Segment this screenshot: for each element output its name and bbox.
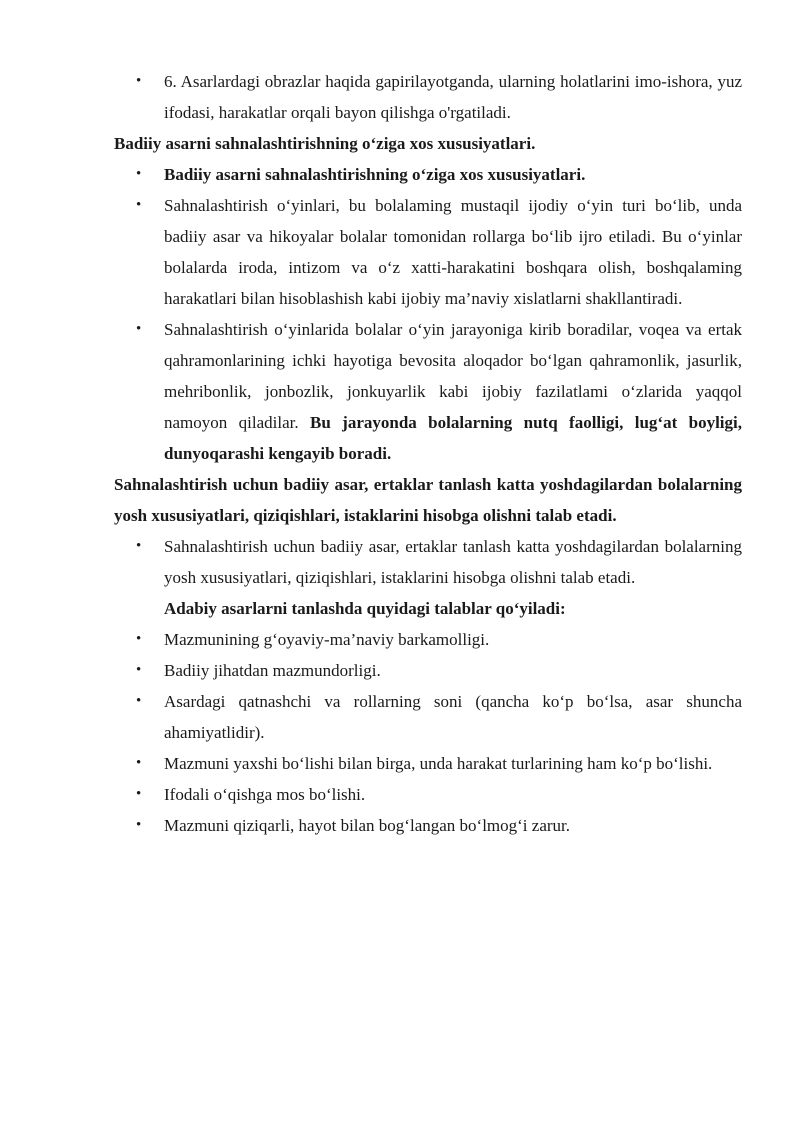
- list-item: • Asardagi qatnashchi va rollarning soni (qancha ko‘p bo‘lsa, asar shuncha ahamiyatlidir).: [114, 686, 742, 748]
- list-item: • Ifodali o‘qishga mos bo‘lishi.: [114, 779, 742, 810]
- list-item: • Mazmunining g‘oyaviy-ma’naviy barkamolligi.: [114, 624, 742, 655]
- bold-text: Badiiy asarni sahnalashtirishning o‘ziga xos xususiyatlari.: [164, 165, 586, 184]
- list-item: • Badiiy jihatdan mazmundorligi.: [114, 655, 742, 686]
- list-item: [114, 159, 742, 190]
- bullet-list-4: [114, 624, 742, 841]
- bold-text: Bu jarayonda bolalarning nutq faolligi, lug‘at boyligi, dunyoqarashi kengayib boradi.: [164, 413, 742, 463]
- bullet-list-2: [114, 159, 742, 469]
- list-item: • Mazmuni qiziqarli, hayot bilan bog‘langan bo‘lmog‘i zarur.: [114, 810, 742, 841]
- list-item: • 6. Asarlardagi obrazlar haqida gapirilayotganda, ularning holatlarini imo-ishora, yuz ifodasi, harakatlar orqali bayon qilishga o'rgatiladi.: [114, 66, 742, 128]
- list-item: • Sahnalashtirish o‘yinlari, bu bolalaming mustaqil ijodiy o‘yin turi bo‘lib, unda badiiy asar va hikoyalar bolalar tomonidan rollarga bo‘lib ijro etiladi. Bu o‘yinlar bolalarda iroda, intizom va o‘z xatti-harakatini boshqara olish, boshqalaming harakatlari bilan hisoblashish kabi ijobiy ma’naviy xislatlarni shakllantiradi.: [114, 190, 742, 314]
- bullet-list-3: [114, 531, 742, 593]
- paragraph-text: Sahnalashtirish o‘yinlarida bolalar o‘yin jarayoniga kirib boradilar, voqea va ertak qahramonlarining ichki hayotiga bevosita aloqador bo‘lgan qahramonlik, jasurlik, mehribonlik, jonbozlik, jonkuyarlik kabi ijobiy fazilatlami o‘zlarida yaqqol namoyon qiladilar.: [164, 320, 742, 432]
- list-item: • Mazmuni yaxshi bo‘lishi bilan birga, unda harakat turlarining ham ko‘p bo‘lishi.: [114, 748, 742, 779]
- section-heading: Sahnalashtirish uchun badiiy asar, ertaklar tanlash katta yoshdagilardan bolalarning yosh xususiyatlari, qiziqishlari, istaklarini hisobga olishni talab etadi.: [114, 475, 742, 525]
- list-item: • Sahnalashtirish uchun badiiy asar, ertaklar tanlash katta yoshdagilardan bolalarning yosh xususiyatlari, qiziqishlari, istaklarini hisobga olishni talab etadi.: [114, 531, 742, 593]
- subsection-heading: Adabiy asarlarni tanlashda quyidagi talablar qo‘yiladi:: [164, 599, 566, 618]
- list-item: [114, 314, 742, 469]
- bullet-list-1: [114, 66, 742, 128]
- section-heading: Badiiy asarni sahnalashtirishning o‘ziga xos xususiyatlari.: [114, 134, 536, 153]
